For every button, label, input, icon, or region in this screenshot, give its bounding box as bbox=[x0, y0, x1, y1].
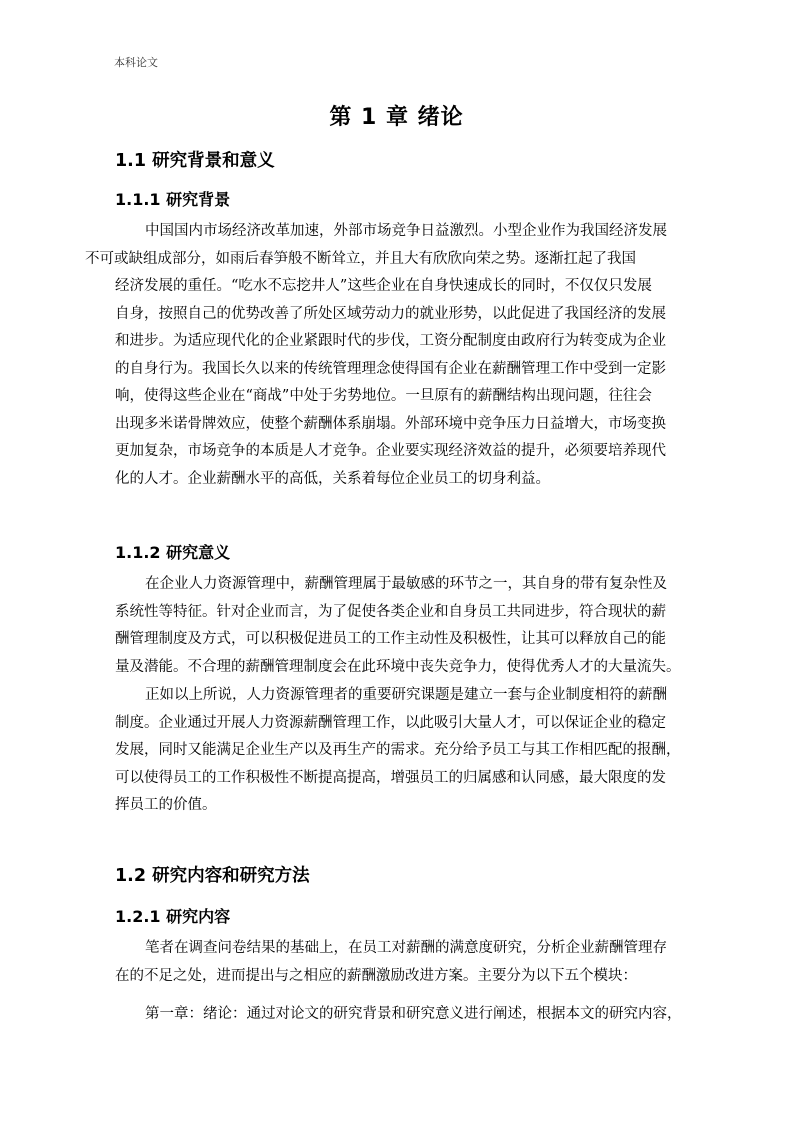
significance-paragraph-1 bbox=[115, 571, 717, 681]
paragraph-line: 自身，按照自己的优势改善了所处区域劳动力的就业形势，以此促进了我国经济的发展 bbox=[115, 305, 666, 322]
content-paragraph-2 bbox=[115, 1001, 717, 1029]
header-rule bbox=[114, 76, 679, 77]
paragraph-line: 更加复杂，市场竞争的本质是人才竞争。企业要实现经济效益的提升，必须要培养现代 bbox=[115, 443, 666, 459]
page-header: 本科论文 bbox=[114, 56, 158, 69]
paragraph-line: 中国国内市场经济改革加速，外部市场竞争日益激烈。小型企业作为我国经济发展 bbox=[145, 223, 667, 239]
paragraph-line: 在的不足之处，进而提出与之相应的薪酬激励改进方案。主要分为以下五个模块： bbox=[115, 967, 637, 984]
section-1-1-2-heading: 1.1.2 研究意义 bbox=[115, 543, 231, 562]
paragraph-line: 经济发展的重任。“吃水不忘挖井人”这些企业在自身快速成长的同时，不仅仅只发展 bbox=[115, 278, 652, 294]
paragraph-line: 可以使得员工的工作积极性不断提高提高，增强员工的归属感和认同感，最大限度的发 bbox=[115, 769, 666, 786]
background-paragraph bbox=[85, 218, 717, 493]
chapter-title: 第 1 章 绪论 bbox=[329, 105, 464, 130]
significance-paragraph-2 bbox=[115, 682, 717, 820]
section-1-2-heading: 1.2 研究内容和研究方法 bbox=[115, 866, 310, 886]
paragraph-line: 响，使得这些企业在“商战”中处于劣势地位。一旦原有的薪酬结构出现问题，往往会 bbox=[115, 388, 652, 404]
paragraph-line: 化的人才。企业薪酬水平的高低，关系着每位企业员工的切身利益。 bbox=[115, 470, 550, 487]
paragraph-line: 制度。企业通过开展人力资源薪酬管理工作，以此吸引大量人才，可以保证企业的稳定 bbox=[115, 714, 666, 731]
paragraph-line: 的自身行为。我国长久以来的传统管理理念使得国有企业在薪酬管理工作中受到一定影 bbox=[115, 360, 666, 377]
section-1-2-1-heading: 1.2.1 研究内容 bbox=[115, 907, 231, 926]
paragraph-line: 笔者在调查问卷结果的基础上，在员工对薪酬的满意度研究，分析企业薪酬管理存 bbox=[145, 940, 667, 956]
content-paragraph-1 bbox=[115, 935, 717, 990]
paragraph-line: 在企业人力资源管理中，薪酬管理属于最敏感的环节之一，其自身的带有复杂性及 bbox=[145, 576, 667, 592]
paragraph-line: 正如以上所说，人力资源管理者的重要研究课题是建立一套与企业制度相符的薪酬 bbox=[145, 687, 667, 703]
paragraph-line: 出现多米诺骨牌效应，使整个薪酬体系崩塌。外部环境中竞争压力日益增大，市场变换 bbox=[115, 415, 666, 432]
paragraph-line: 不可或缺组成部分，如雨后春笋般不断耸立，并且大有欣欣向荣之势。逐渐扛起了我国 bbox=[85, 250, 636, 267]
paragraph-line: 系统性等特征。针对企业而言，为了促使各类企业和自身员工共同进步，符合现状的薪 bbox=[115, 603, 666, 620]
paragraph-line: 发展，同时又能满足企业生产以及再生产的需求。充分给予员工与其工作相匹配的报酬， bbox=[115, 742, 681, 758]
paragraph-line: 量及潜能。不合理的薪酬管理制度会在此环境中丧失竞争力，使得优秀人才的大量流失。 bbox=[115, 658, 681, 675]
section-1-1-heading: 1.1 研究背景和意义 bbox=[115, 151, 275, 171]
paragraph-line: 和进步。为适应现代化的企业紧跟时代的步伐，工资分配制度由政府行为转变成为企业 bbox=[115, 333, 666, 349]
paragraph-line: 酬管理制度及方式，可以积极促进员工的工作主动性及积极性，让其可以释放自己的能 bbox=[115, 631, 666, 647]
section-1-1-1-heading: 1.1.1 研究背景 bbox=[115, 190, 231, 209]
paragraph-line: 挥员工的价值。 bbox=[115, 797, 217, 813]
paragraph-line: 第一章：绪论：通过对论文的研究背景和研究意义进行阐述，根据本文的研究内容， bbox=[145, 1006, 682, 1022]
